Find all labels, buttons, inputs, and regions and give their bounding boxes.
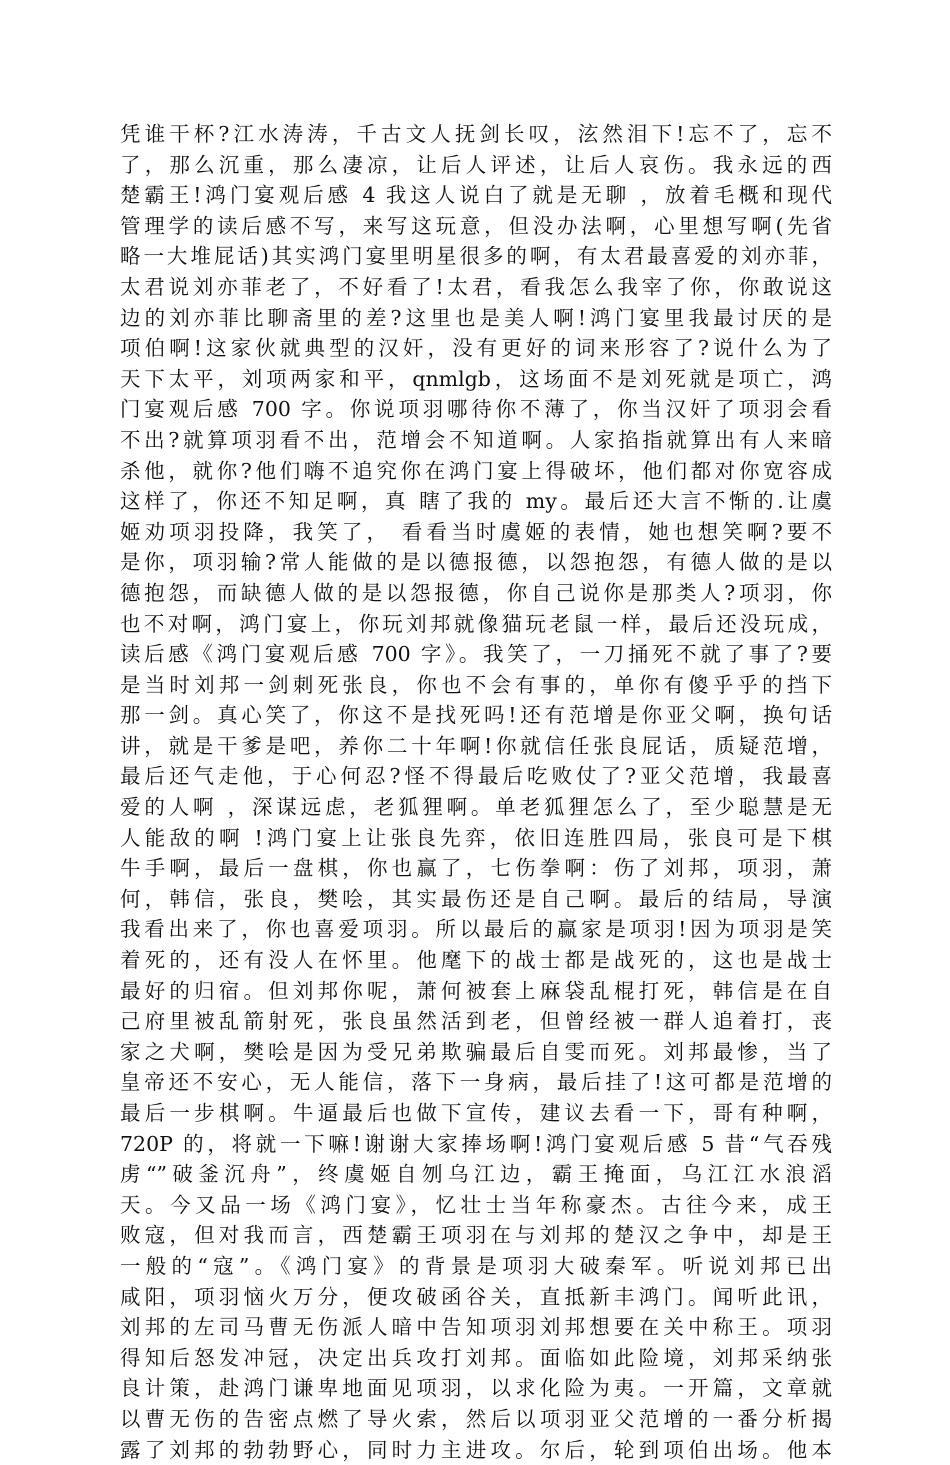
text-line: 最后还气走他，于心何忍?怪不得最后吃败仗了?亚父范增，我最喜 <box>120 764 832 789</box>
text-line: 我看出来了，你也喜爱项羽。所以最后的赢家是项羽!因为项羽是笑 <box>120 917 832 942</box>
text-line: 着死的，还有没人在怀里。他麾下的战士都是战死的，这也是战士 <box>120 948 832 973</box>
text-line: 不出?就算项羽看不出，范增会不知道啊。人家掐指就算出有人来暗 <box>120 427 832 452</box>
text-line: 己府里被乱箭射死，张良虽然活到老，但曾经被一群人追着打，丧 <box>120 1009 832 1034</box>
text-line: 是当时刘邦一剑刺死张良，你也不会有事的，单你有傻乎乎的挡下 <box>120 672 832 697</box>
text-line: 读后感《鸿门宴观后感 700 字》。我笑了，一刀捅死不就了事了?要 <box>120 642 832 667</box>
text-line: 得知后怒发冲冠，决定出兵攻打刘邦。面临如此险境，刘邦采纳张 <box>120 1345 832 1370</box>
text-line: 良计策，赴鸿门谦卑地面见项羽，以求化险为夷。一开篇，文章就 <box>120 1376 832 1401</box>
text-line: 德抱怨，而缺德人做的是以怨报德，你自己说你是那类人?项羽，你 <box>120 580 832 605</box>
text-line: 太君说刘亦菲老了，不好看了!太君，看我怎么我宰了你，你敢说这 <box>120 274 832 299</box>
text-line: 天下太平，刘项两家和平，qnmlgb，这场面不是刘死就是项亡，鸿 <box>120 366 832 391</box>
text-line: 讲，就是干爹是吧，养你二十年啊!你就信任张良屁话，质疑范增， <box>120 733 832 758</box>
text-line: 人能敌的啊 !鸿门宴上让张良先弈，依旧连胜四局，张良可是下棋 <box>120 825 832 850</box>
text-line: 杀他，就你?他们嗨不追究你在鸿门宴上得破坏，他们都对你宽容成 <box>120 458 832 483</box>
text-line: 皇帝还不安心，无人能信，落下一身病，最后挂了!这可都是范增的 <box>120 1070 832 1095</box>
text-line: 是你，项羽输?常人能做的是以德报德，以怨抱怨，有德人做的是以 <box>120 550 832 575</box>
text-line: 门宴观后感 700 字。你说项羽哪待你不薄了，你当汉奸了项羽会看 <box>120 397 832 422</box>
text-line: 最好的归宿。但刘邦你呢，萧何被套上麻袋乱棍打死，韩信是在自 <box>120 978 832 1003</box>
text-line: 了，那么沉重，那么凄凉，让后人评述，让后人哀伤。我永远的西 <box>120 152 832 177</box>
text-line: 咸阳，项羽恼火万分，便攻破函谷关，直抵新丰鸿门。闻听此讯， <box>120 1284 832 1309</box>
text-line: 管理学的读后感不写，来写这玩意，但没办法啊，心里想写啊(先省 <box>120 213 832 238</box>
text-line: 最后一步棋啊。牛逼最后也做下宣传，建议去看一下，哥有种啊， <box>120 1101 832 1125</box>
text-line: 虏“”破釜沉舟”，终虞姬自刎乌江边，霸王掩面，乌江江水浪滔 <box>120 1162 832 1187</box>
text-line: 这样了，你还不知足啊，真 瞎了我的 my。最后还大言不惭的.让虞 <box>120 489 832 514</box>
text-line: 也不对啊，鸿门宴上，你玩刘邦就像猫玩老鼠一样，最后还没玩成， <box>120 611 832 636</box>
text-line: 家之犬啊，樊哙是因为受兄弟欺骗最后自雯而死。刘邦最惨，当了 <box>120 1039 832 1064</box>
text-line: 天。今又品一场《鸿门宴》，忆壮士当年称豪杰。古往今来，成王 <box>120 1192 832 1217</box>
text-line: 以曹无伤的告密点燃了导火索，然后以项羽亚父范增的一番分析揭 <box>120 1406 832 1431</box>
text-line: 露了刘邦的勃勃野心，同时力主进攻。尔后，轮到项伯出场。他本 <box>120 1437 832 1462</box>
text-line: 姬劝项羽投降，我笑了， 看看当时虞姬的表情，她也想笑啊?要不 <box>120 519 832 544</box>
text-line: 败寇，但对我而言，西楚霸王项羽在与刘邦的楚汉之争中，却是王 <box>120 1223 832 1248</box>
text-line: 凭谁干杯?江水涛涛，千古文人抚剑长叹，泫然泪下!忘不了，忘不 <box>120 122 832 146</box>
text-line: 楚霸王!鸿门宴观后感 4 我这人说白了就是无聊 ，放着毛概和现代 <box>120 183 832 208</box>
text-line: 爱的人啊 ，深谋远虑，老狐狸啊。单老狐狸怎么了，至少聪慧是无 <box>120 795 832 820</box>
text-line: 牛手啊，最后一盘棋，你也赢了，七伤拳啊：伤了刘邦，项羽，萧 <box>120 856 832 881</box>
text-line: 项伯啊!这家伙就典型的汉奸，没有更好的词来形容了?说什么为了 <box>120 336 832 361</box>
text-line: 那一剑。真心笑了，你这不是找死吗!还有范增是你亚父啊，换句话 <box>120 703 832 728</box>
text-line: 刘邦的左司马曹无伤派人暗中告知项羽刘邦想要在关中称王。项羽 <box>120 1315 832 1340</box>
body-text <box>120 119 832 1465</box>
text-line: 边的刘亦菲比聊斋里的差?这里也是美人啊!鸿门宴里我最讨厌的是 <box>120 305 832 330</box>
text-line: 一般的“寇”。《鸿门宴》的背景是项羽大破秦军。听说刘邦已出 <box>120 1253 832 1278</box>
text-line: 何，韩信，张良，樊哙，其实最伤还是自己啊。最后的结局，导演 <box>120 886 832 911</box>
text-line: 720P 的，将就一下嘛!谢谢大家捧场啊!鸿门宴观后感 5 昔“气吞残 <box>120 1131 832 1156</box>
text-line: 略一大堆屁话)其实鸿门宴里明星很多的啊，有太君最喜爱的刘亦菲， <box>120 244 832 269</box>
